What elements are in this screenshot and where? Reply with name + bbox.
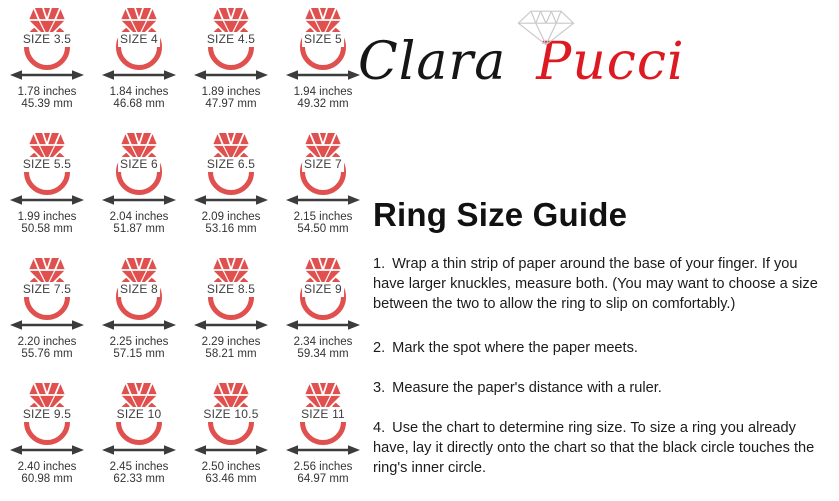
- width-arrow-icon: [102, 445, 176, 455]
- ring-measurements: [294, 462, 353, 485]
- ring-mm-value: 51.87 mm: [113, 222, 165, 235]
- ring-size-label: SIZE 8: [120, 282, 158, 296]
- ring-size-label: SIZE 4: [120, 32, 158, 46]
- ring-inches-value: 2.04 inches: [109, 211, 169, 223]
- ring-inches-value: 1.84 inches: [109, 86, 169, 98]
- ring-inches-value: 2.20 inches: [17, 336, 77, 348]
- ring-measurements: [18, 212, 77, 235]
- instruction-step-2: [373, 338, 828, 358]
- step-number: 1.: [373, 256, 386, 272]
- ring-size-label: SIZE 10: [116, 407, 162, 421]
- ring-size-cell: [277, 375, 369, 500]
- width-arrow-icon: [10, 70, 84, 80]
- ring-measurements: [202, 87, 261, 110]
- ring-inches-value: 2.40 inches: [17, 461, 77, 473]
- ring-size-cell: [1, 375, 93, 500]
- ring-size-cell: [277, 125, 369, 250]
- ring-size-cell: [93, 0, 185, 125]
- width-arrow-icon: [194, 320, 268, 330]
- ring-mm-value: 57.15 mm: [113, 347, 165, 360]
- step-text: Measure the paper's distance with a ruler.: [392, 380, 662, 396]
- ring-inches-value: 2.29 inches: [201, 336, 261, 348]
- ring-size-label: SIZE 10.5: [203, 407, 259, 421]
- ring-inches-value: 2.15 inches: [293, 211, 353, 223]
- ring-measurements: [294, 212, 353, 235]
- ring-mm-value: 60.98 mm: [21, 472, 73, 485]
- ring-mm-value: 45.39 mm: [21, 97, 73, 110]
- ring-illustration: [185, 125, 277, 209]
- step-text: Mark the spot where the paper meets.: [392, 340, 638, 356]
- step-number: 3.: [373, 380, 386, 396]
- ring-measurements: [202, 212, 261, 235]
- ring-size-cell: [93, 125, 185, 250]
- ring-inches-value: 1.89 inches: [201, 86, 261, 98]
- width-arrow-icon: [10, 320, 84, 330]
- instruction-step-1: [373, 254, 828, 314]
- ring-mm-value: 63.46 mm: [205, 472, 257, 485]
- ring-size-cell: [1, 125, 93, 250]
- ring-mm-value: 59.34 mm: [297, 347, 349, 360]
- step-number: 2.: [373, 340, 386, 356]
- ring-size-cell: [185, 375, 277, 500]
- ring-illustration: [93, 0, 185, 84]
- ring-inches-value: 2.25 inches: [109, 336, 169, 348]
- ring-size-cell: [1, 250, 93, 375]
- ring-mm-value: 49.32 mm: [297, 97, 349, 110]
- step-text: Use the chart to determine ring size. To size a ring you already have, lay it directly onto the chart so that the black circle touches the ring's inner circle.: [373, 420, 815, 476]
- guide-panel: [373, 0, 828, 478]
- ring-size-label: SIZE 7.5: [22, 282, 72, 296]
- ring-size-cell: [277, 0, 369, 125]
- ring-size-label: SIZE 9.5: [22, 407, 72, 421]
- ring-size-cell: [93, 250, 185, 375]
- ring-size-grid: [1, 0, 369, 500]
- page-title: Ring Size Guide: [373, 196, 628, 233]
- width-arrow-icon: [10, 195, 84, 205]
- brand-name-pucci: Pucci: [536, 32, 685, 92]
- ring-illustration: [1, 250, 93, 334]
- ring-measurements: [110, 462, 169, 485]
- ring-illustration: [1, 0, 93, 84]
- ring-size-label: SIZE 7: [304, 157, 342, 171]
- ring-mm-value: 55.76 mm: [21, 347, 73, 360]
- ring-size-cell: [277, 250, 369, 375]
- ring-measurements: [202, 337, 261, 360]
- width-arrow-icon: [194, 70, 268, 80]
- ring-mm-value: 47.97 mm: [205, 97, 257, 110]
- ring-inches-value: 1.94 inches: [293, 86, 353, 98]
- ring-mm-value: 50.58 mm: [21, 222, 73, 235]
- width-arrow-icon: [102, 70, 176, 80]
- width-arrow-icon: [286, 195, 360, 205]
- ring-mm-value: 46.68 mm: [113, 97, 165, 110]
- width-arrow-icon: [102, 320, 176, 330]
- ring-illustration: [277, 375, 369, 459]
- ring-size-label: SIZE 4.5: [206, 32, 256, 46]
- ring-mm-value: 53.16 mm: [205, 222, 257, 235]
- width-arrow-icon: [286, 70, 360, 80]
- width-arrow-icon: [286, 445, 360, 455]
- ring-size-label: SIZE 3.5: [22, 32, 72, 46]
- ring-illustration: [1, 375, 93, 459]
- width-arrow-icon: [10, 445, 84, 455]
- ring-size-label: SIZE 8.5: [206, 282, 256, 296]
- ring-inches-value: 2.34 inches: [293, 336, 353, 348]
- ring-illustration: [185, 0, 277, 84]
- ring-illustration: [277, 0, 369, 84]
- ring-inches-value: 2.45 inches: [109, 461, 169, 473]
- ring-illustration: [185, 250, 277, 334]
- ring-illustration: [277, 250, 369, 334]
- ring-size-label: SIZE 5: [304, 32, 342, 46]
- ring-measurements: [18, 337, 77, 360]
- ring-measurements: [110, 212, 169, 235]
- width-arrow-icon: [102, 195, 176, 205]
- ring-illustration: [277, 125, 369, 209]
- ring-inches-value: 2.56 inches: [293, 461, 353, 473]
- ring-measurements: [110, 337, 169, 360]
- ring-mm-value: 64.97 mm: [297, 472, 349, 485]
- instruction-step-4: [373, 418, 828, 478]
- ring-size-label: SIZE 6: [120, 157, 158, 171]
- ring-size-cell: [185, 0, 277, 125]
- ring-illustration: [93, 250, 185, 334]
- ring-size-cell: [1, 0, 93, 125]
- ring-mm-value: 54.50 mm: [297, 222, 349, 235]
- ring-illustration: [1, 125, 93, 209]
- ring-size-cell: [93, 375, 185, 500]
- ring-inches-value: 2.09 inches: [201, 211, 261, 223]
- ring-measurements: [202, 462, 261, 485]
- ring-measurements: [110, 87, 169, 110]
- ring-size-label: SIZE 11: [301, 407, 345, 421]
- ring-illustration: [93, 375, 185, 459]
- ring-size-cell: [185, 125, 277, 250]
- brand-name-clara: Clara: [358, 32, 507, 92]
- ring-inches-value: 1.78 inches: [17, 86, 77, 98]
- width-arrow-icon: [286, 320, 360, 330]
- ring-measurements: [294, 87, 353, 110]
- ring-mm-value: 58.21 mm: [205, 347, 257, 360]
- ring-size-cell: [185, 250, 277, 375]
- ring-measurements: [294, 337, 353, 360]
- width-arrow-icon: [194, 195, 268, 205]
- ring-illustration: [185, 375, 277, 459]
- ring-size-label: SIZE 5.5: [22, 157, 72, 171]
- ring-inches-value: 2.50 inches: [201, 461, 261, 473]
- step-text: Wrap a thin strip of paper around the base of your finger. If you have larger knuckles, measure both. (You may want to choose a size between the two to allow the ring to slip on comfortably.): [373, 256, 818, 312]
- ring-size-label: SIZE 6.5: [206, 157, 256, 171]
- ring-mm-value: 62.33 mm: [113, 472, 165, 485]
- ring-size-label: SIZE 9: [304, 282, 342, 296]
- width-arrow-icon: [194, 445, 268, 455]
- step-number: 4.: [373, 420, 386, 436]
- instruction-step-3: [373, 378, 828, 398]
- ring-illustration: [93, 125, 185, 209]
- ring-measurements: [18, 462, 77, 485]
- ring-measurements: [18, 87, 77, 110]
- ring-inches-value: 1.99 inches: [17, 211, 77, 223]
